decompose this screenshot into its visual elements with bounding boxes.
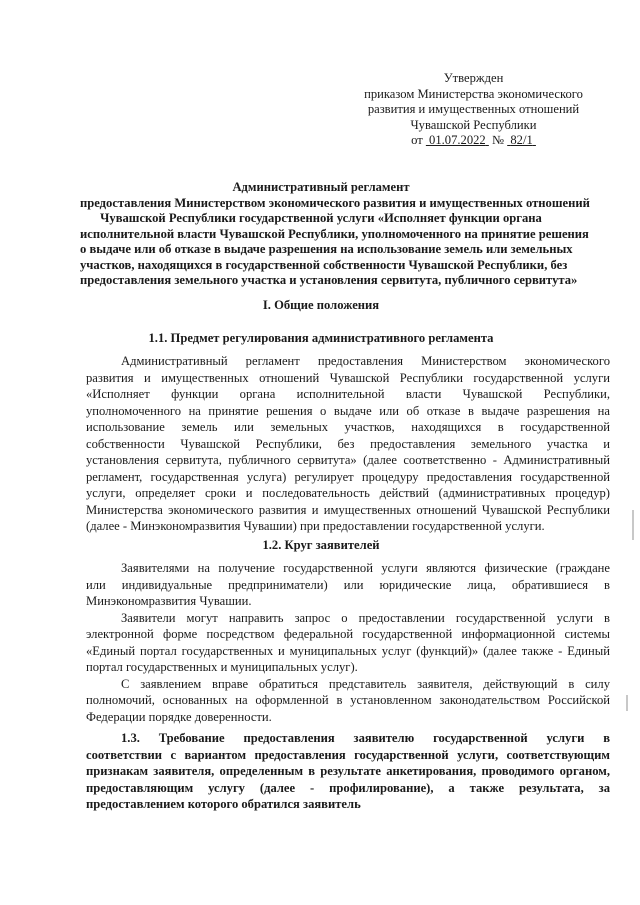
text-line: использование земель или земельных участков, находящихся в государственной bbox=[86, 420, 610, 434]
text-line: предоставлением которого обратился заявитель bbox=[86, 797, 361, 811]
order-number: 82/1 bbox=[510, 133, 533, 147]
text-line: признакам заявителя, определенным в результате анкетирования, проводимого органом, bbox=[86, 764, 610, 778]
text-line: развития и имущественных отношений Чувашской Республики государственной услуги bbox=[86, 370, 610, 385]
document-title bbox=[80, 180, 590, 289]
paragraph-1-3 bbox=[86, 730, 610, 813]
subsection-heading-1-2: 1.2. Круг заявителей bbox=[262, 538, 380, 552]
text-line: уполномоченного на принятие решения о выдаче или об отказе в выдаче разрешения на bbox=[86, 403, 610, 418]
order-date: 01.07.2022 bbox=[429, 133, 486, 147]
text-line: или индивидуальные предприниматели) или юридические лица, обратившиеся в bbox=[86, 577, 610, 592]
text-line: «Исполняет функции органа исполнительной власти Чувашской Республики, bbox=[86, 387, 610, 401]
title-line: участков, находящихся в государственной собственности Чувашской Республики, без bbox=[80, 257, 568, 272]
title-line: Чувашской Республики государственной услуги «Исполняет функции органа bbox=[100, 211, 542, 225]
title-line: предоставления Министерством экономического развития и имущественных отношений bbox=[80, 195, 590, 210]
title-line: Административный регламент bbox=[232, 180, 410, 194]
section-heading: I. Общие положения bbox=[262, 298, 380, 312]
text-line: 1.3. Требование предоставления заявителю государственной услуги в bbox=[121, 731, 610, 745]
approval-block bbox=[330, 71, 617, 149]
approval-line-3: развития и имущественных отношений bbox=[367, 102, 580, 116]
text-line: услуги, определяет сроки и последовательность действий (административных процедур) bbox=[86, 486, 610, 500]
text-line: электронной форме посредством федеральной государственной информационной системы bbox=[86, 627, 610, 641]
text-line: (далее - Минэкономразвития Чувашии) при предоставлении государственной услуги. bbox=[86, 519, 545, 533]
text-line: Минэкономразвития Чувашии. bbox=[86, 594, 252, 608]
text-line: установления сервитута, публичного сервитута» (далее соответственно - Административный bbox=[86, 453, 610, 467]
approval-line-4: Чувашской Республики bbox=[410, 117, 537, 132]
text-line: Административный регламент предоставления Министерством экономического bbox=[121, 354, 610, 368]
scan-mark bbox=[632, 510, 634, 540]
title-line: исполнительной власти Чувашской Республики, уполномоченного на принятие решения bbox=[80, 226, 589, 241]
text-line: портал государственных и муниципальных услуг). bbox=[86, 660, 358, 674]
text-line: Федерации порядке доверенности. bbox=[86, 709, 272, 724]
text-line: Заявителями на получение государственной услуги являются физические (граждане bbox=[121, 561, 610, 575]
text-line: С заявлением вправе обратиться представитель заявителя, действующий в силу bbox=[121, 676, 610, 691]
text-line: полномочий, основанных на оформленной в установленном законодательством Российской bbox=[86, 693, 610, 707]
number-sign: № bbox=[492, 133, 505, 147]
date-prefix: от bbox=[411, 133, 423, 147]
approval-date-line bbox=[330, 133, 617, 149]
text-line: регламент, государственная услуга) регулирует процедуру предоставления государственной bbox=[86, 469, 610, 484]
scan-mark bbox=[626, 695, 628, 711]
approval-line-1: Утвержден bbox=[443, 71, 504, 85]
text-line: Заявители могут направить запрос о предоставлении государственной услуги в bbox=[121, 610, 610, 625]
title-line: о выдаче или об отказе в выдаче разрешения на использование земель или земельных bbox=[80, 242, 573, 256]
text-line: предоставляющим услугу (далее - профилирование), а также результата, за bbox=[86, 780, 610, 795]
approval-line-2: приказом Министерства экономического bbox=[364, 86, 583, 101]
text-line: собственности Чувашской Республики, без предоставления земельного участка и bbox=[86, 436, 610, 451]
text-line: Министерства экономического развития и имущественных отношений Чувашской Республики bbox=[86, 502, 610, 517]
text-line: «Единый портал государственных и муниципальных услуг (функций)» (далее также - Единый bbox=[86, 643, 610, 658]
subsection-heading-1-1: 1.1. Предмет регулирования административного регламента bbox=[148, 331, 494, 345]
paragraph-1-2 bbox=[86, 560, 610, 725]
text-line: соответствии с вариантом предоставления государственной услуги, соответствующим bbox=[86, 747, 610, 762]
title-line: предоставления земельного участка и установления сервитута, публичного сервитута» bbox=[80, 273, 578, 287]
paragraph-1-1 bbox=[86, 353, 610, 535]
